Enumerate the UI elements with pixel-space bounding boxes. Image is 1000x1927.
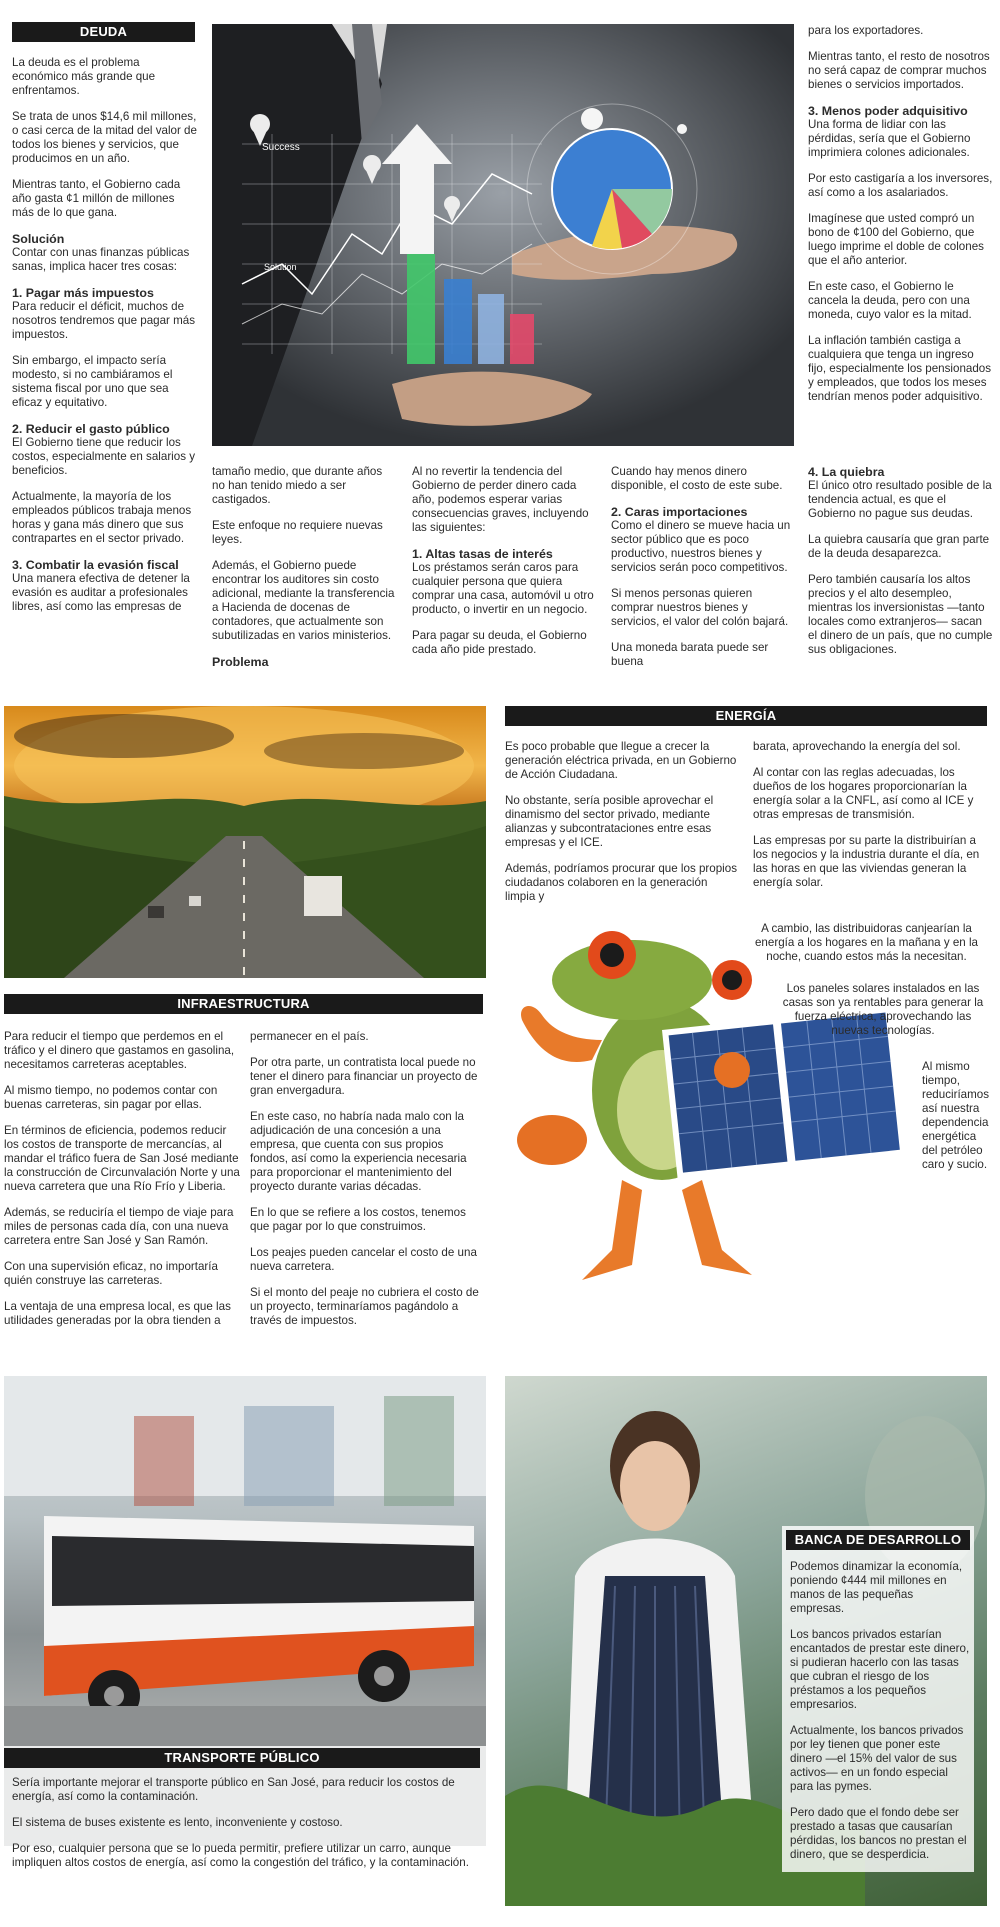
energia-paragraph-4: Los paneles solares instalados en las casas son ya rentables para generar la fuerza eléctrica, aprovechando las nuevas tecnologías. xyxy=(782,982,984,1037)
subheading: 4. La quiebra xyxy=(808,465,885,479)
paragraph: Sería importante mejorar el transporte público en San José, para reducir los costos de energía, así como la contaminación. xyxy=(12,1776,455,1803)
paragraph: Actualmente, la mayoría de los empleados públicos trabaja menos horas y gana más dinero que sus contrapartes en el sector privado. xyxy=(12,490,192,545)
paragraph: Si menos personas quieren comprar nuestros bienes y servicios, el valor del colón bajará. xyxy=(611,587,789,628)
paragraph: El Gobierno tiene que reducir los costos, especialmente en salarios y beneficios. xyxy=(12,436,196,477)
paragraph: Los préstamos serán caros para cualquier persona que quiera comprar una casa, automóvil u otro producto, o invertir en un negocio. xyxy=(412,561,594,616)
paragraph: Por eso, cualquier persona que se lo pueda permitir, prefiere utilizar un carro, aunque impliquen altos costos de energía, así como la congestión del tráfico, y la contaminación. xyxy=(12,1842,469,1869)
paragraph: Una moneda barata puede ser buena xyxy=(611,641,769,668)
paragraph: Pero también causaría los altos precios y el alto desempleo, mientras los inversionistas —tanto locales como extranjeros— sacan el dinero de un país, que no cumple sus obligaciones. xyxy=(808,573,993,656)
paragraph: La inflación también castiga a cualquiera que tenga un ingreso fijo, especialmente los pensionados y empleados, que todos los meses tendrían menos poder adquisitivo. xyxy=(808,334,992,403)
subheading: 3. Combatir la evasión fiscal xyxy=(12,558,179,572)
paragraph: Por otra parte, un contratista local puede no tener el dinero para financiar un proyecto de gran envergadura. xyxy=(250,1056,478,1097)
paragraph: Mientras tanto, el Gobierno cada año gasta ¢1 millón de millones más de lo que gana. xyxy=(12,178,181,219)
deuda-column-4 xyxy=(611,465,796,681)
deuda-column-1 xyxy=(12,56,197,626)
paragraph: Además, el Gobierno puede encontrar los auditores sin costo adicional, mediante la transferencia a Hacienda de docenas de contadores, que actualmente son subutilizadas en varios ministerios. xyxy=(212,559,395,642)
paragraph: Al mismo tiempo, no podemos contar con buenas carreteras, sin pagar por ellas. xyxy=(4,1084,218,1111)
paragraph: La ventaja de una empresa local, es que las utilidades generadas por la obra tienden a xyxy=(4,1300,231,1327)
paragraph: Si el monto del peaje no cubriera el costo de un proyecto, terminaríamos pagándolo a través de impuestos. xyxy=(250,1286,479,1327)
paragraph: Para reducir el déficit, muchos de nosotros tendremos que pagar más impuestos. xyxy=(12,300,196,341)
subheading: 1. Altas tasas de interés xyxy=(412,547,553,561)
paragraph: El sistema de buses existente es lento, inconveniente y costoso. xyxy=(12,1816,343,1829)
deuda-header: DEUDA xyxy=(12,22,195,42)
paragraph: Los peajes pueden cancelar el costo de una nueva carretera. xyxy=(250,1246,477,1273)
paragraph: En términos de eficiencia, podemos reducir los costos de transporte de mercancías, al mandar el tráfico fuera de San José mediante la construcción de Circunvalación Norte y una nueva carretera que una Río Frío y Liberia. xyxy=(4,1124,240,1193)
frog-solar-panel-illustration xyxy=(512,920,932,1320)
paragraph: Como el dinero se mueve hacia un sector público que es poco productivo, nuestros bienes y servicios serán poco competitivos. xyxy=(611,519,791,574)
paragraph: Las empresas por su parte la distribuirían a los negocios y la industria durante el día, en las horas en que las viviendas generan la energía solar. xyxy=(753,834,980,889)
paragraph: Contar con unas finanzas públicas sanas, implica hacer tres cosas: xyxy=(12,246,190,273)
paragraph: Para pagar su deuda, el Gobierno cada año pide prestado. xyxy=(412,629,587,656)
paragraph: Cuando hay menos dinero disponible, el costo de este sube. xyxy=(611,465,783,492)
deuda-column-6 xyxy=(808,465,993,669)
paragraph: Al contar con las reglas adecuadas, los dueños de los hogares proporcionarían la energía solar a la CNFL, así como al ICE y otras empresas de transmisión. xyxy=(753,766,974,821)
energia-column-2 xyxy=(753,740,988,902)
paragraph: Además, se reduciría el tiempo de viaje para miles de personas cada día, con una nueva carretera entre San José y San Ramón. xyxy=(4,1206,234,1247)
deuda-column-2 xyxy=(212,465,397,669)
paragraph: Una manera efectiva de detener la evasión es auditar a profesionales libres, así como las empresas de xyxy=(12,572,190,613)
paragraph: Para reducir el tiempo que perdemos en el tráfico y el dinero que gastamos en gasolina, necesitamos carreteras aceptables. xyxy=(4,1030,235,1071)
paragraph: Este enfoque no requiere nuevas leyes. xyxy=(212,519,383,546)
frog-solar-panel-photo xyxy=(512,920,932,1320)
transporte-header: TRANSPORTE PÚBLICO xyxy=(4,1748,480,1768)
paragraph: barata, aprovechando la energía del sol. xyxy=(753,740,961,753)
paragraph: La deuda es el problema económico más grande que enfrentamos. xyxy=(12,56,156,97)
paragraph: Podemos dinamizar la economía, poniendo ¢444 mil millones en manos de las pequeñas empresas. xyxy=(790,1560,963,1615)
transporte-body xyxy=(12,1776,480,1882)
subheading: 2. Caras importaciones xyxy=(611,505,748,519)
business-chart-photo xyxy=(212,24,794,446)
paragraph: Al no revertir la tendencia del Gobierno de perder dinero cada año, podemos esperar varias consecuencias graves, incluyendo las siguientes: xyxy=(412,465,589,534)
paragraph: Pero dado que el fondo debe ser prestado a tasas que causarían pérdidas, los bancos no prestan el dinero, que se desperdicia. xyxy=(790,1806,967,1861)
paragraph: Por esto castigaría a los inversores, así como a los asalariados. xyxy=(808,172,993,199)
energia-paragraph-5: Al mismo tiempo, reduciríamos así nuestra dependencia energética del petróleo caro y sucio. xyxy=(922,1060,990,1171)
subheading: Problema xyxy=(212,655,269,669)
paragraph: Mientras tanto, el resto de nosotros no será capaz de comprar muchos bienes o servicios importados. xyxy=(808,50,990,91)
paragraph: Actualmente, los bancos privados por ley tienen que poner este dinero —el 15% del valor de sus activos— en un fondo especial para las pymes. xyxy=(790,1724,964,1793)
photo-label-success: Success xyxy=(262,142,300,153)
paragraph: No obstante, sería posible aprovechar el dinamismo del sector privado, mediante alianzas y subcontrataciones entre esas empresas y el ICE. xyxy=(505,794,714,849)
photo-label-solution: Solution xyxy=(264,262,297,272)
paragraph: Con una supervisión eficaz, no importaría quién construye las carreteras. xyxy=(4,1260,218,1287)
paragraph: permanecer en el país. xyxy=(250,1030,369,1043)
paragraph: La quiebra causaría que gran parte de la deuda desaparezca. xyxy=(808,533,990,560)
infraestructura-column-2 xyxy=(250,1030,484,1340)
highway-photo xyxy=(4,706,486,978)
paragraph: Además, podríamos procurar que los propios ciudadanos colaboren en la generación limpia y xyxy=(505,862,737,903)
subheading: 1. Pagar más impuestos xyxy=(12,286,154,300)
business-chart-illustration xyxy=(212,24,794,446)
paragraph: En lo que se refiere a los costos, tenemos que pagar por lo que construimos. xyxy=(250,1206,466,1233)
paragraph: Imagínese que usted compró un bono de ¢100 del Gobierno, que luego imprime el doble de colones que el año anterior. xyxy=(808,212,984,267)
paragraph: En este caso, el Gobierno le cancela la deuda, pero con una moneda, cuyo valor es la mitad. xyxy=(808,280,972,321)
paragraph: Sin embargo, el impacto sería modesto, si no cambiáramos el sistema fiscal por uno que sea eficaz y equitativo. xyxy=(12,354,173,409)
subheading: Solución xyxy=(12,232,65,246)
paragraph: En este caso, no habría nada malo con la adjudicación de una concesión a una empresa, que cuenta con sus propios fondos, así como la experiencia necesaria para proporcionar el mantenimiento del proyecto durante varias décadas. xyxy=(250,1110,467,1193)
deuda-column-5 xyxy=(808,24,993,416)
paragraph: El único otro resultado posible de la tendencia actual, es que el Gobierno no pague sus deudas. xyxy=(808,479,992,520)
subheading: 2. Reducir el gasto público xyxy=(12,422,170,436)
paragraph: Es poco probable que llegue a crecer la generación eléctrica privada, en un Gobierno de Acción Ciudadana. xyxy=(505,740,737,781)
banca-header: BANCA DE DESARROLLO xyxy=(786,1530,970,1550)
infraestructura-header: INFRAESTRUCTURA xyxy=(4,994,483,1014)
infraestructura-column-1 xyxy=(4,1030,240,1340)
paragraph: Los bancos privados estarían encantados de prestar este dinero, si pudieran hacerlo con las tasas que cubran el riesgo de los préstamos a los pequeños empresarios. xyxy=(790,1628,970,1711)
energia-paragraph-3: A cambio, las distribuidoras canjearían la energía a los hogares en la mañana y en la noche, cuando estos más la necesitan. xyxy=(754,922,978,963)
paragraph: tamaño medio, que durante años no han tenido miedo a ser castigados. xyxy=(212,465,383,506)
subheading: 3. Menos poder adquisitivo xyxy=(808,104,968,118)
highway-illustration xyxy=(4,706,486,978)
energia-column-1 xyxy=(505,740,740,916)
banca-body xyxy=(790,1560,970,1874)
paragraph: Una forma de lidiar con las pérdidas, sería que el Gobierno imprimiera colones adicionales. xyxy=(808,118,971,159)
paragraph: para los exportadores. xyxy=(808,24,924,37)
energia-header: ENERGÍA xyxy=(505,706,987,726)
deuda-column-3 xyxy=(412,465,597,669)
paragraph: Se trata de unos $14,6 mil millones, o casi cerca de la mitad del valor de todos los bienes y servicios, que producimos en un año. xyxy=(12,110,197,165)
